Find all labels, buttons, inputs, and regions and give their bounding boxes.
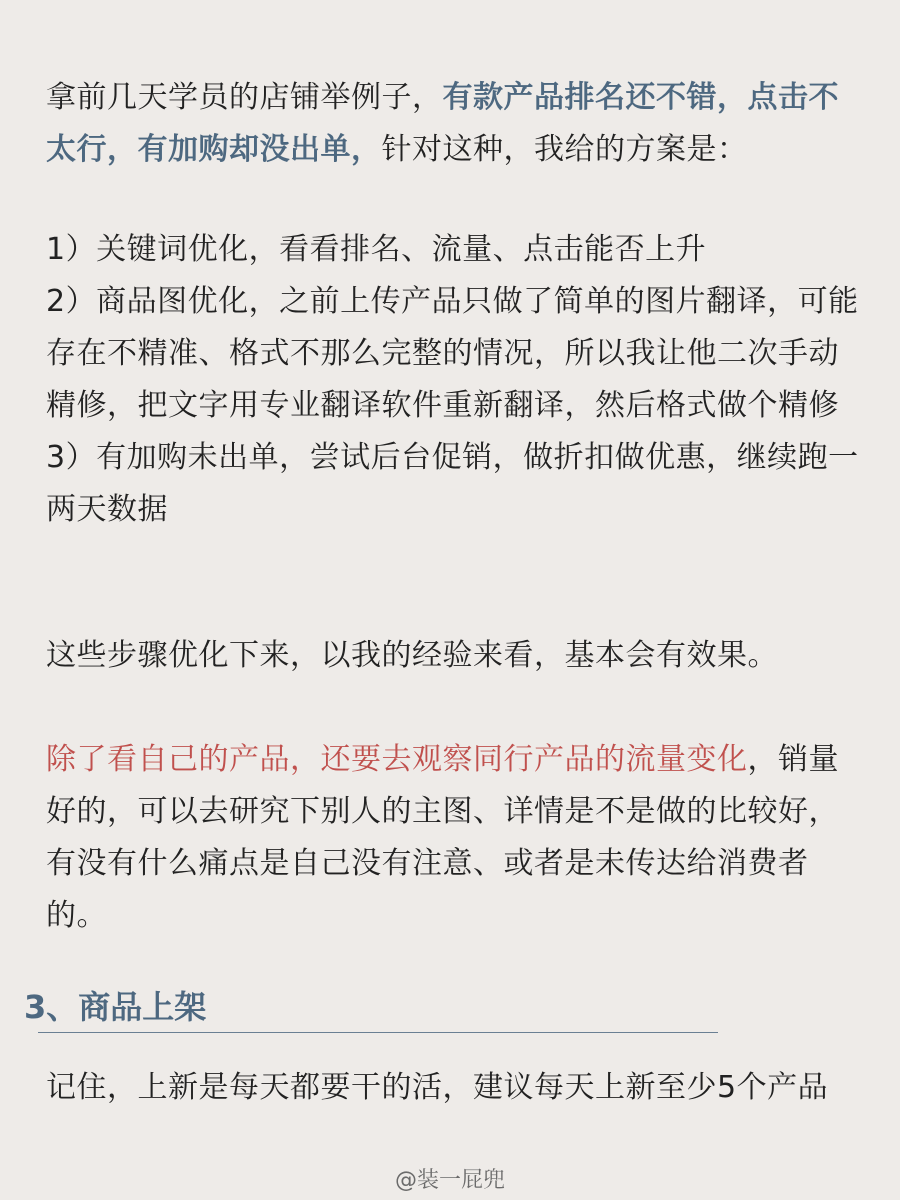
solution-item-2: 2）商品图优化，之前上传产品只做了简单的图片翻译，可能存在不精准、格式不那么完整的情况，所以我让他二次手动精修，把文字用专业翻译软件重新翻译，然后格式做个精修 (46, 284, 859, 423)
conclusion-paragraph: 这些步骤优化下来，以我的经验来看，基本会有效果。 (46, 638, 778, 673)
solution-item-3: 3）有加购未出单，尝试后台促销，做折扣做优惠，继续跑一两天数据 (46, 440, 859, 527)
watermark: @装一屁兜 (394, 1168, 505, 1193)
competitor-highlight: 除了看自己的产品，还要去观察同行产品的流量变化 (46, 742, 748, 777)
intro-prefix: 拿前几天学员的店铺举例子， (46, 80, 443, 115)
solution-item-1: 1）关键词优化，看看排名、流量、点击能否上升 (46, 232, 707, 267)
listing-tip-paragraph: 记住，上新是每天都要干的活，建议每天上新至少5个产品 (46, 1070, 829, 1105)
section-divider (38, 1032, 718, 1033)
section-heading: 3、商品上架 (24, 988, 207, 1026)
solutions-list (46, 224, 861, 536)
intro-suffix: 针对这种，我给的方案是： (381, 132, 748, 167)
intro-paragraph (46, 72, 861, 176)
competitor-paragraph (46, 734, 861, 942)
intro-highlight: 有款产品排名还不错，点击不太行，有加购却没出单， (46, 80, 839, 167)
competitor-rest: ，销量好的，可以去研究下别人的主图、详情是不是做的比较好，有没有什么痛点是自己没有注意、或者是未传达给消费者的。 (46, 742, 839, 933)
